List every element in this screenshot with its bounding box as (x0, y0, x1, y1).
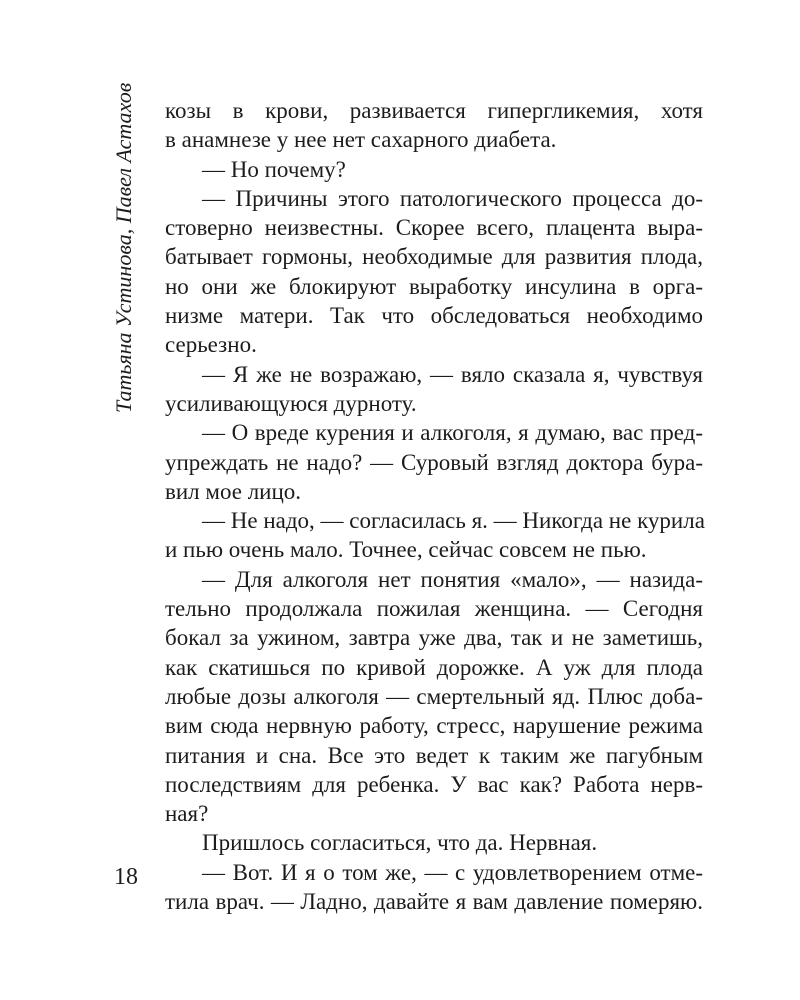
text-line: — Причины этого патологического процесса до- (202, 185, 703, 211)
text-line: низме матери. Так что обследоваться необходимо (165, 303, 703, 329)
running-head: Татьяна Устинова, Павел Астахов (111, 82, 136, 413)
text-line: вим сюда нервную работу, стресс, нарушение режима (165, 713, 703, 739)
text-line: тила врач. — Ладно, давайте я вам давление померяю. (165, 889, 703, 915)
text-line: — Но почему? (202, 156, 346, 182)
body-text (165, 96, 703, 916)
text-line: — Вот. И я о том же, — с удовлетворением отме- (202, 859, 703, 885)
text-line: но они же блокируют выработку инсулина в орга- (165, 273, 703, 299)
text-line: в анамнезе у нее нет сахарного диабета. (165, 127, 557, 153)
text-line: как скатишься по кривой дорожке. А уж для плода (165, 654, 703, 680)
text-line: батывает гормоны, необходимые для развития плода, (165, 244, 703, 270)
text-line: серьезно. (165, 332, 257, 358)
text-line: упреждать не надо? — Суровый взгляд доктора бура- (165, 449, 703, 475)
text-line: усиливающуюся дурноту. (165, 390, 417, 416)
text-line: стоверно неизвестны. Скорее всего, плацента выра- (165, 215, 703, 241)
text-line: тельно продолжала пожилая женщина. — Сегодня (165, 596, 703, 622)
text-line: любые дозы алкоголя — смертельный яд. Плюс доба- (165, 683, 703, 709)
text-line: питания и сна. Все это ведет к таким же пагубным (165, 742, 703, 768)
page-number: 18 (114, 864, 138, 890)
text-line: — Не надо, — согласилась я. — Никогда не курила (202, 508, 705, 534)
text-line: — О вреде курения и алкоголя, я думаю, вас пред- (202, 420, 703, 446)
text-line: — Для алкоголя нет понятия «мало», — назида- (202, 566, 703, 592)
text-line: и пью очень мало. Точнее, сейчас совсем не пью. (165, 537, 647, 563)
text-line: — Я же не возражаю, — вяло сказала я, чувствуя (202, 361, 703, 387)
text-line: ная? (165, 801, 209, 827)
text-line: последствиям для ребенка. У вас как? Работа нерв- (165, 771, 703, 797)
text-line: бокал за ужином, завтра уже два, так и не заметишь, (165, 625, 703, 651)
text-line: вил мое лицо. (165, 478, 302, 504)
text-line: козы в крови, развивается гипергликемия, хотя (165, 98, 703, 123)
text-line: Пришлось согласиться, что да. Нервная. (202, 830, 598, 856)
